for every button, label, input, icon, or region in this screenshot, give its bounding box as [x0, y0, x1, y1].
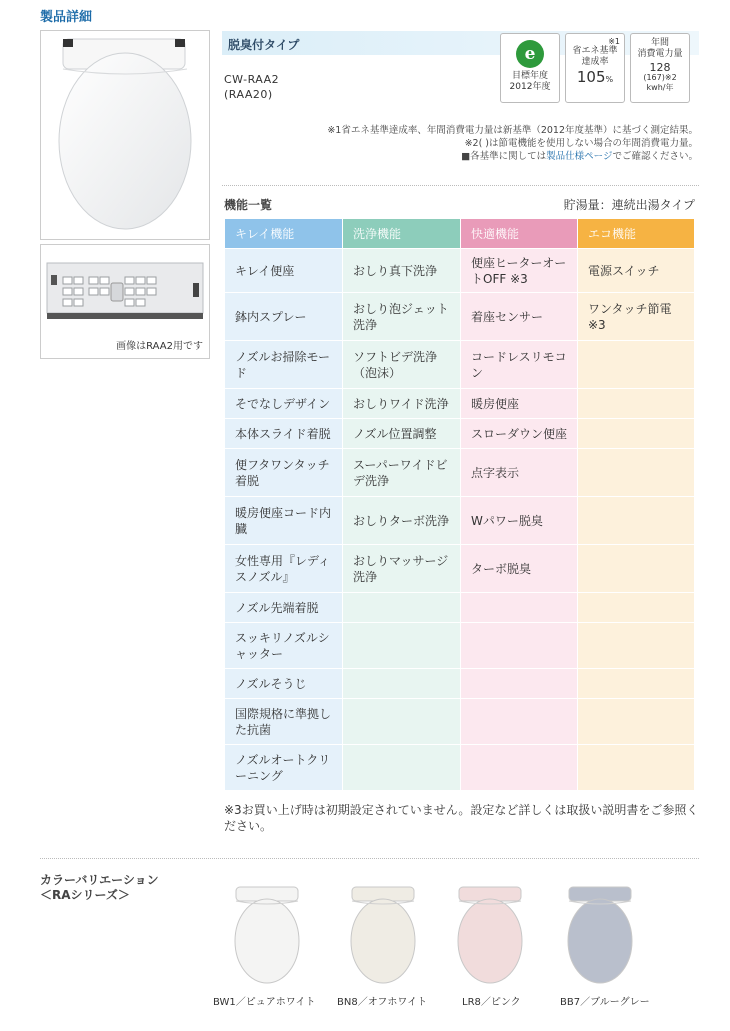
- table-cell: 便フタワンタッチ着脱: [225, 449, 343, 497]
- table-cell: 点字表示: [461, 449, 578, 497]
- table-cell: 女性専用『レディスノズル』: [225, 545, 343, 593]
- target-year-badge: [500, 33, 560, 103]
- table-cell: おしり泡ジェット洗浄: [343, 293, 461, 341]
- color-swatch-seat: [565, 885, 635, 985]
- table-cell: 暖房便座: [461, 389, 578, 419]
- achievement-badge: [565, 33, 625, 103]
- table-cell: 電源スイッチ: [578, 249, 695, 293]
- e-mark-icon: e: [516, 40, 544, 68]
- table-cell: ノズル先端着脱: [225, 593, 343, 623]
- table-cell: [578, 419, 695, 449]
- product-image: [40, 30, 210, 240]
- table-cell: 着座センサー: [461, 293, 578, 341]
- table-cell: 暖房便座コード内臓: [225, 497, 343, 545]
- table-cell: おしり真下洗浄: [343, 249, 461, 293]
- color-title-line2: ＜RAシリーズ＞: [40, 888, 130, 902]
- table-cell: [578, 497, 695, 545]
- table-cell: ノズルオートクリーニング: [225, 745, 343, 791]
- control-panel-image: [40, 244, 210, 359]
- model-number: [224, 72, 279, 102]
- color-title-line1: カラーバリエーション: [40, 873, 159, 887]
- table-row: [225, 699, 695, 745]
- table-cell: ノズルお掃除モード: [225, 341, 343, 389]
- table-row: [225, 389, 695, 419]
- table-row: [225, 497, 695, 545]
- achievement-note: ※1: [608, 37, 620, 46]
- hot-water-type: 貯湯量：連続出湯タイプ: [563, 198, 695, 212]
- table-row: [225, 293, 695, 341]
- table-cell: そでなしデザイン: [225, 389, 343, 419]
- table-cell: [578, 623, 695, 669]
- table-cell: [578, 699, 695, 745]
- table-row: [225, 623, 695, 669]
- divider: [40, 858, 699, 859]
- table-cell: [343, 669, 461, 699]
- section-title: 製品詳細: [40, 10, 93, 25]
- color-swatch-seat: [232, 885, 302, 985]
- color-label: LR8／ピンク: [462, 997, 521, 1008]
- table-cell: [343, 745, 461, 791]
- type-header: 脱臭付タイプ: [222, 31, 699, 55]
- table-cell: [578, 449, 695, 497]
- table-cell: 本体スライド着脱: [225, 419, 343, 449]
- model-code: CW-RAA2: [224, 73, 280, 86]
- table-cell: ノズル位置調整: [343, 419, 461, 449]
- table-cell: キレイ便座: [225, 249, 343, 293]
- table-row: [225, 745, 695, 791]
- header-eco: エコ機能: [578, 219, 695, 249]
- table-cell: [578, 593, 695, 623]
- table-cell: 鉢内スプレー: [225, 293, 343, 341]
- power-label1: 年間: [650, 38, 669, 48]
- target-label: 目標年度: [511, 71, 548, 81]
- table-row: [225, 545, 695, 593]
- table-cell: [461, 623, 578, 669]
- table-cell: [461, 745, 578, 791]
- functions-title: 機能一覧: [224, 198, 273, 212]
- table-cell: ワンタッチ節電※3: [578, 293, 695, 341]
- table-header-row: [225, 219, 695, 249]
- table-cell: ソフトビデ洗浄（泡沫）: [343, 341, 461, 389]
- table-cell: [343, 623, 461, 669]
- color-swatch-seat: [348, 885, 418, 985]
- table-row: [225, 341, 695, 389]
- table-cell: 国際規格に準拠した抗菌: [225, 699, 343, 745]
- table-cell: おしりターボ洗浄: [343, 497, 461, 545]
- power-sub: (167)※2: [643, 73, 677, 82]
- achievement-label1: 省エネ基準: [572, 46, 618, 56]
- power-unit: kwh/年: [646, 83, 674, 92]
- power-label2: 消費電力量: [637, 49, 683, 59]
- color-swatch-seat: [455, 885, 525, 985]
- table-cell: ノズルそうじ: [225, 669, 343, 699]
- note-1: ※1省エネ基準達成率、年間消費電力量は新基準（2012年度基準）に基づく測定結果。: [327, 125, 698, 136]
- table-cell: ターボ脱臭: [461, 545, 578, 593]
- toilet-seat-illustration: [41, 31, 209, 239]
- table-cell: [578, 545, 695, 593]
- header-comfort: 快適機能: [461, 219, 578, 249]
- spec-page-link[interactable]: 製品仕様ページ: [546, 151, 613, 162]
- table-row: [225, 419, 695, 449]
- remote-panel-illustration: [41, 253, 209, 333]
- color-label: BW1／ピュアホワイト: [213, 997, 316, 1008]
- table-row: [225, 249, 695, 293]
- image-caption: 画像はRAA2用です: [116, 341, 203, 352]
- note-3: ■各基準に関しては製品仕様ページでご確認ください。: [461, 151, 698, 162]
- notes: [327, 124, 698, 163]
- achievement-label2: 達成率: [581, 57, 609, 67]
- table-cell: [461, 669, 578, 699]
- table-cell: [461, 593, 578, 623]
- table-cell: [343, 699, 461, 745]
- divider: [222, 185, 699, 186]
- target-year: 2012年度: [509, 82, 551, 92]
- color-variation-title: [40, 873, 159, 903]
- table-cell: [578, 745, 695, 791]
- table-cell: [461, 699, 578, 745]
- model-subcode: (RAA20): [224, 88, 273, 101]
- table-cell: [343, 593, 461, 623]
- header-wash: 洗浄機能: [343, 219, 461, 249]
- table-cell: おしりワイド洗浄: [343, 389, 461, 419]
- table-cell: Wパワー脱臭: [461, 497, 578, 545]
- function-table: [224, 218, 695, 791]
- table-row: [225, 449, 695, 497]
- achievement-value: 105%: [576, 68, 614, 86]
- table-cell: スローダウン便座: [461, 419, 578, 449]
- table-cell: おしりマッサージ洗浄: [343, 545, 461, 593]
- table-cell: スッキリノズルシャッター: [225, 623, 343, 669]
- table-row: [225, 593, 695, 623]
- power-value: 128: [649, 61, 671, 74]
- header-kirei: キレイ機能: [225, 219, 343, 249]
- table-cell: スーパーワイドビデ洗浄: [343, 449, 461, 497]
- table-row: [225, 669, 695, 699]
- color-label: BB7／ブルーグレー: [560, 997, 650, 1008]
- power-badge: [630, 33, 690, 103]
- table-cell: [578, 669, 695, 699]
- table-cell: [578, 341, 695, 389]
- footnote: ※3お買い上げ時は初期設定されていません。設定など詳しくは取扱い説明書をご参照ください。: [224, 803, 699, 833]
- table-cell: 便座ヒーターオートOFF ※3: [461, 249, 578, 293]
- table-cell: コードレスリモコン: [461, 341, 578, 389]
- note-2: ※2( )は節電機能を使用しない場合の年間消費電力量。: [464, 138, 698, 149]
- color-label: BN8／オフホワイト: [337, 997, 428, 1008]
- table-cell: [578, 389, 695, 419]
